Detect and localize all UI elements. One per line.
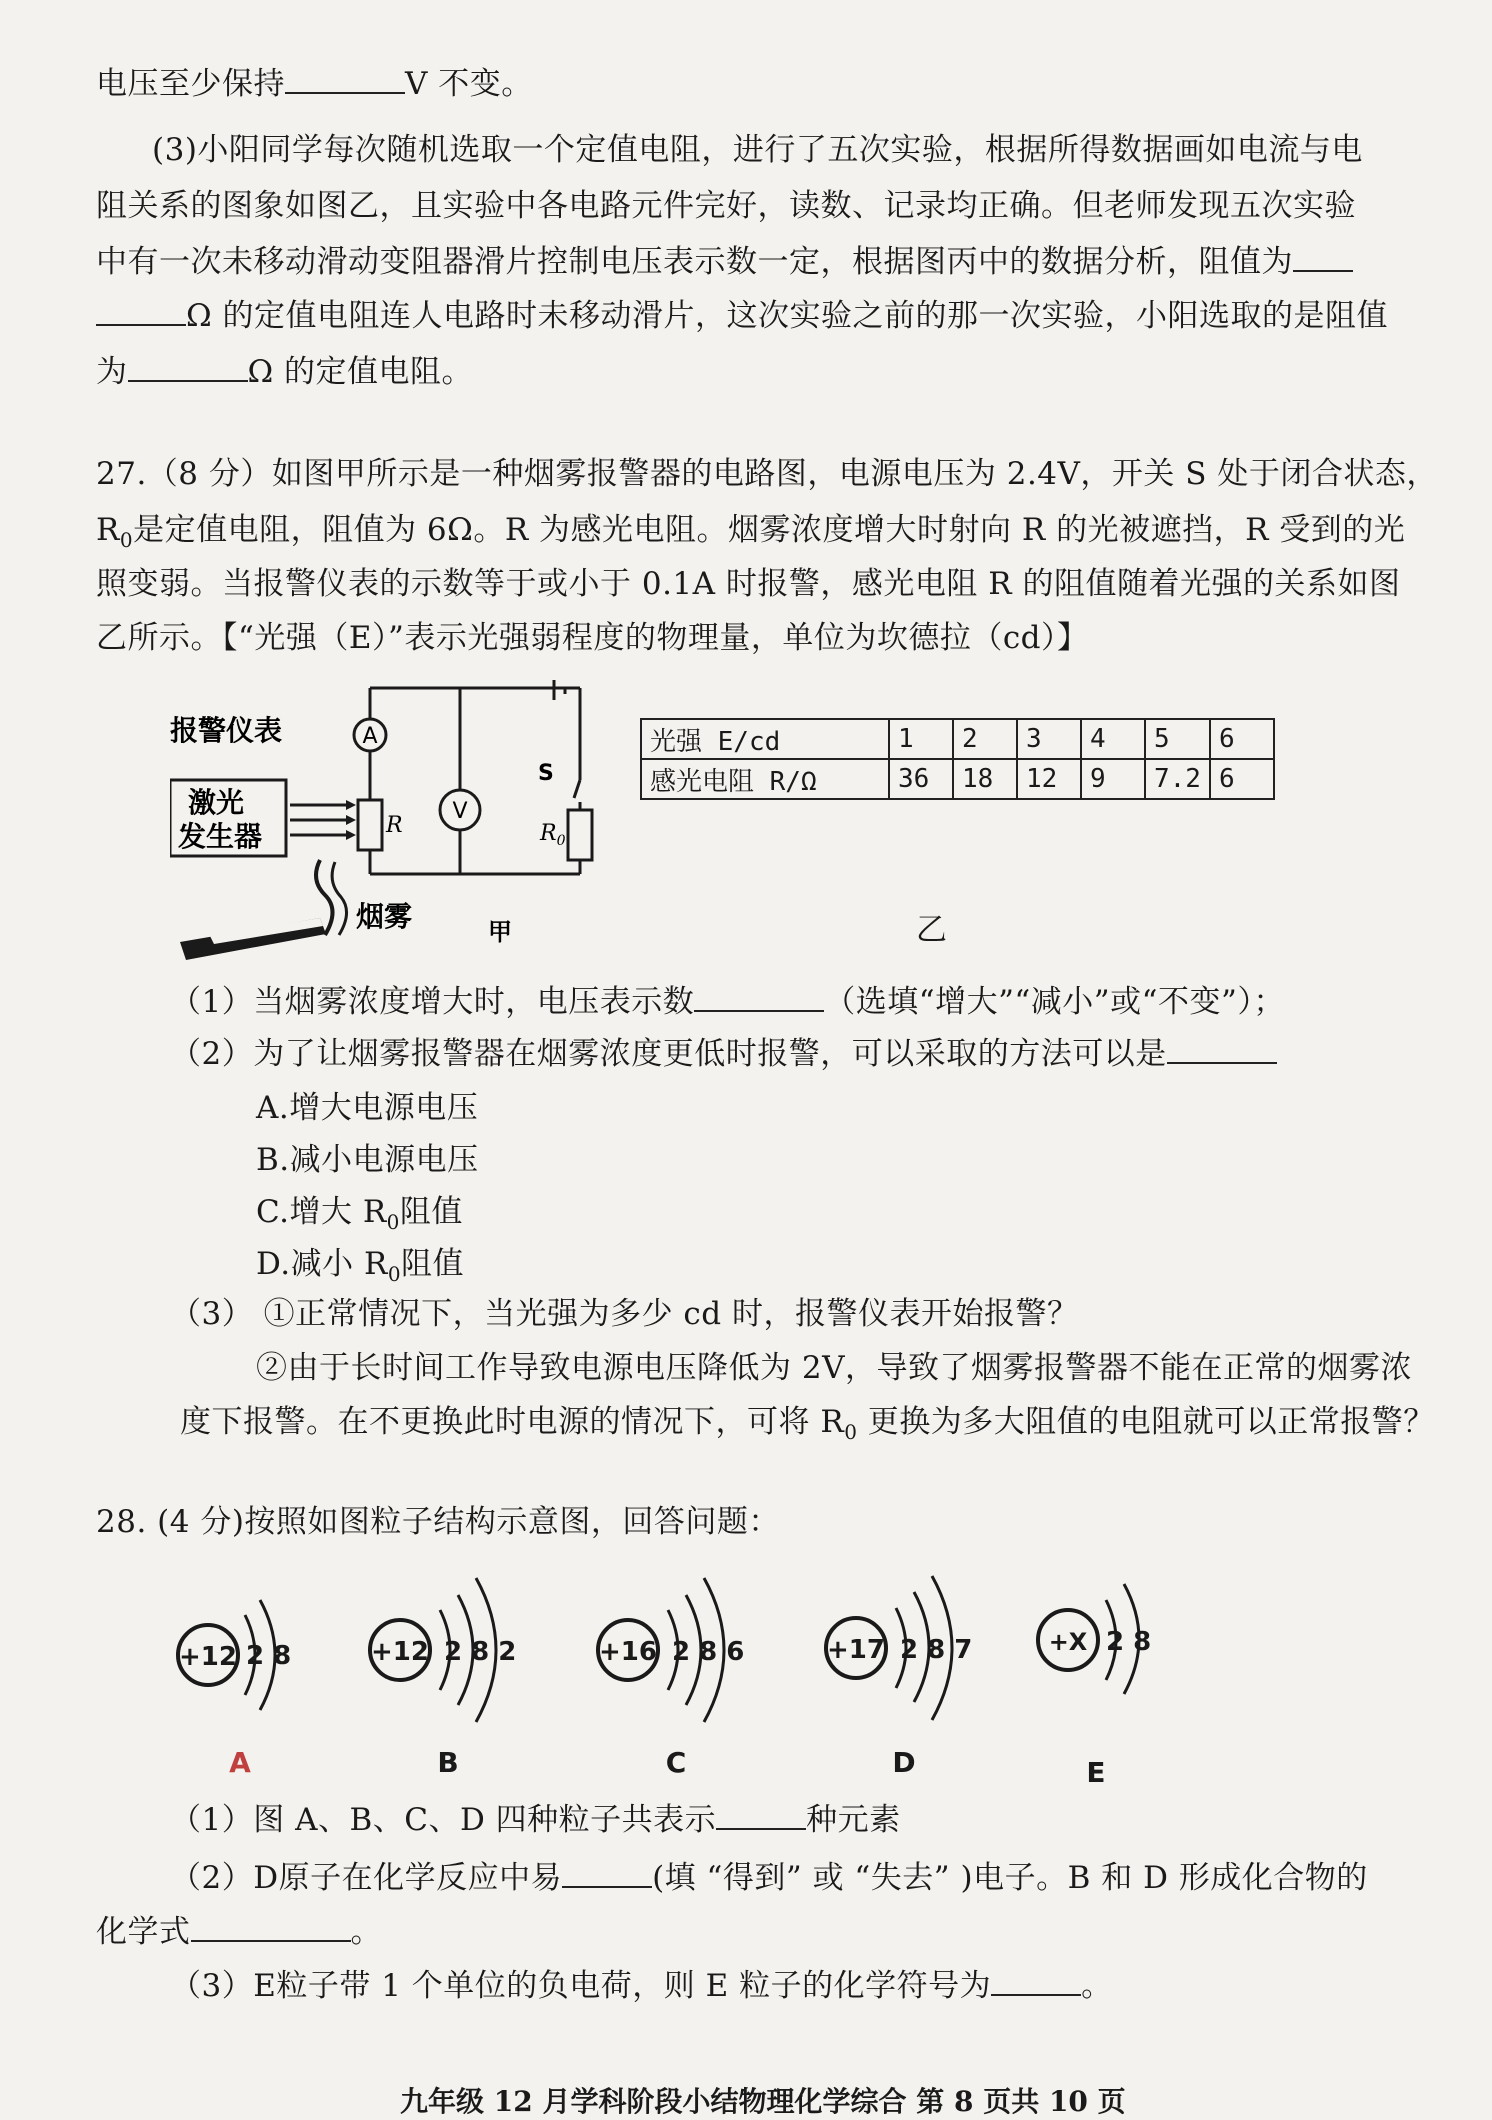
table-row <box>641 759 1274 799</box>
table-cell: 4 <box>1081 719 1145 759</box>
answer-blank[interactable] <box>716 1800 806 1830</box>
table-header-cell: 感光电阻 R/Ω <box>641 759 889 799</box>
table-cell: 2 <box>953 719 1017 759</box>
answer-blank[interactable] <box>128 352 248 382</box>
svg-text:+12: +12 <box>179 1642 237 1672</box>
svg-text:2 8: 2 8 <box>1106 1627 1152 1657</box>
particle-label: A <box>229 1746 251 1779</box>
light-resistance-table <box>640 718 1275 800</box>
particle-label: C <box>665 1746 687 1779</box>
table-cell: 36 <box>889 759 953 799</box>
q26-line1: 电压至少保持 V 不变。 <box>96 66 533 102</box>
particle-label: D <box>892 1746 916 1779</box>
particle-a <box>178 1600 291 1779</box>
meter-label: 报警仪表 <box>170 714 283 747</box>
option-c: C.增大 $R_0$阻值 <box>256 1194 463 1235</box>
answer-blank[interactable] <box>991 1966 1081 1996</box>
q26-line5: Ω 的定值电阻连人电路时未移动滑片，这次实验之前的那一次实验，小阳选取的是阻值 <box>96 296 1388 336</box>
q26-line2: (3)小阳同学每次随机选取一个定值电阻，进行了五次实验，根据所得数据画如电流与电 <box>152 132 1363 168</box>
svg-text:+16: +16 <box>599 1637 657 1667</box>
page-footer: 九年级 12 月学科阶段小结物理化学综合 第 8 页共 10 页 <box>400 2085 1126 2118</box>
ammeter-symbol: A <box>362 724 378 749</box>
table-cell: 5 <box>1145 719 1210 759</box>
table-cell: 6 <box>1210 719 1274 759</box>
voltmeter-symbol: V <box>452 799 468 824</box>
q26-line4: 中有一次未移动滑动变阻器滑片控制电压表示数一定，根据图丙中的数据分析，阻值为 <box>96 242 1353 282</box>
q28-part2-cont: 化学式 。 <box>96 1914 382 1950</box>
q27-part1: （1）当烟雾浓度增大时，电压表示数 （选填“增大”“减小”或“不变”）； <box>170 984 1285 1020</box>
circuit-diagram <box>170 680 620 980</box>
table-cell: 9 <box>1081 759 1145 799</box>
q26-line3: 阻关系的图象如图乙，且实验中各电路元件完好，读数、记录均正确。但老师发现五次实验 <box>96 188 1356 224</box>
q27-part3b: ②由于长时间工作导致电源电压降低为 2V，导致了烟雾报警器不能在正常的烟雾浓 <box>256 1350 1412 1386</box>
svg-text:2 8: 2 8 <box>246 1641 292 1671</box>
option-d: D.减小 $R_0$阻值 <box>256 1246 465 1287</box>
particle-label: B <box>437 1746 459 1779</box>
table-header-cell: 光强 E/cd <box>641 719 889 759</box>
option-a: A.增大电源电压 <box>256 1090 479 1126</box>
q27-line4: 乙所示。【“光强（E）”表示光强弱程度的物理量，单位为坎德拉（cd）】 <box>96 620 1089 656</box>
laser-label-2: 发生器 <box>178 820 263 853</box>
particle-label: E <box>1086 1756 1106 1789</box>
svg-text:2 8 7: 2 8 7 <box>900 1635 973 1665</box>
table-cell: 6 <box>1210 759 1274 799</box>
answer-blank[interactable] <box>1293 242 1353 272</box>
answer-blank[interactable] <box>96 296 186 326</box>
svg-text:+12: +12 <box>371 1637 429 1667</box>
r0-label: $R_0$ <box>540 821 566 849</box>
particle-diagrams <box>160 1560 1220 1790</box>
answer-blank[interactable] <box>1167 1034 1277 1064</box>
q27-line1: 27.（8 分）如图甲所示是一种烟雾报警器的电路图，电源电压为 2.4V，开关 S 处于闭合状态， <box>96 456 1438 492</box>
switch-label: S <box>538 761 554 786</box>
q28-part3: （3）E粒子带 1 个单位的负电荷，则 E 粒子的化学符号为 。 <box>170 1968 1113 2004</box>
table-row <box>641 719 1274 759</box>
table-cell: 1 <box>889 719 953 759</box>
table-cell: 7.2 <box>1145 759 1210 799</box>
figure-caption-jia: 甲 <box>488 918 512 946</box>
r-label: R <box>386 813 403 838</box>
q27-part3c: 度下报警。在不更换此时电源的情况下，可将 $R_0$ 更换为多大阻值的电阻就可以正常报警？ <box>180 1404 1435 1445</box>
q27-part2: （2）为了让烟雾报警器在烟雾浓度更低时报警，可以采取的方法可以是 <box>170 1034 1277 1074</box>
option-b: B.减小电源电压 <box>256 1142 479 1178</box>
q28-part2: （2）D原子在化学反应中易 (填 “得到” 或 “失去” )电子。B 和 D 形成化合物的 <box>170 1860 1368 1896</box>
table-cell: 3 <box>1017 719 1081 759</box>
table-cell: 12 <box>1017 759 1081 799</box>
q27-line3: 照变弱。当报警仪表的示数等于或小于 0.1A 时报警，感光电阻 R 的阻值随着光强的关系如图 <box>96 566 1401 602</box>
q27-part3: （3） ①正常情况下，当光强为多少 cd 时，报警仪表开始报警？ <box>170 1296 1079 1332</box>
svg-text:+X: +X <box>1048 1628 1088 1656</box>
answer-blank[interactable] <box>191 1912 351 1942</box>
q26-line6: 为 Ω 的定值电阻。 <box>96 354 474 390</box>
smoke-label: 烟雾 <box>356 900 413 933</box>
figure-caption-yi: 乙 <box>916 912 948 948</box>
laser-label-1: 激光 <box>188 786 245 819</box>
q28-part1: （1）图 A、B、C、D 四种粒子共表示 种元素 <box>170 1802 901 1838</box>
table-cell: 18 <box>953 759 1017 799</box>
q28-title: 28. (4 分)按照如图粒子结构示意图，回答问题： <box>96 1504 780 1540</box>
svg-text:2 8 2: 2 8 2 <box>444 1637 517 1667</box>
particle-d <box>826 1576 972 1779</box>
q27-line2: $R_0$是定值电阻，阻值为 6Ω。R 为感光电阻。烟雾浓度增大时射向 R 的光被遮挡，R 受到的光 <box>96 512 1406 553</box>
svg-text:2 8 6: 2 8 6 <box>672 1637 745 1667</box>
particle-e <box>1038 1584 1151 1789</box>
particle-c <box>598 1578 744 1779</box>
answer-blank[interactable] <box>694 982 824 1012</box>
answer-blank[interactable] <box>562 1858 652 1888</box>
answer-blank[interactable] <box>285 64 405 94</box>
particle-b <box>370 1578 516 1779</box>
svg-text:+17: +17 <box>827 1635 885 1665</box>
